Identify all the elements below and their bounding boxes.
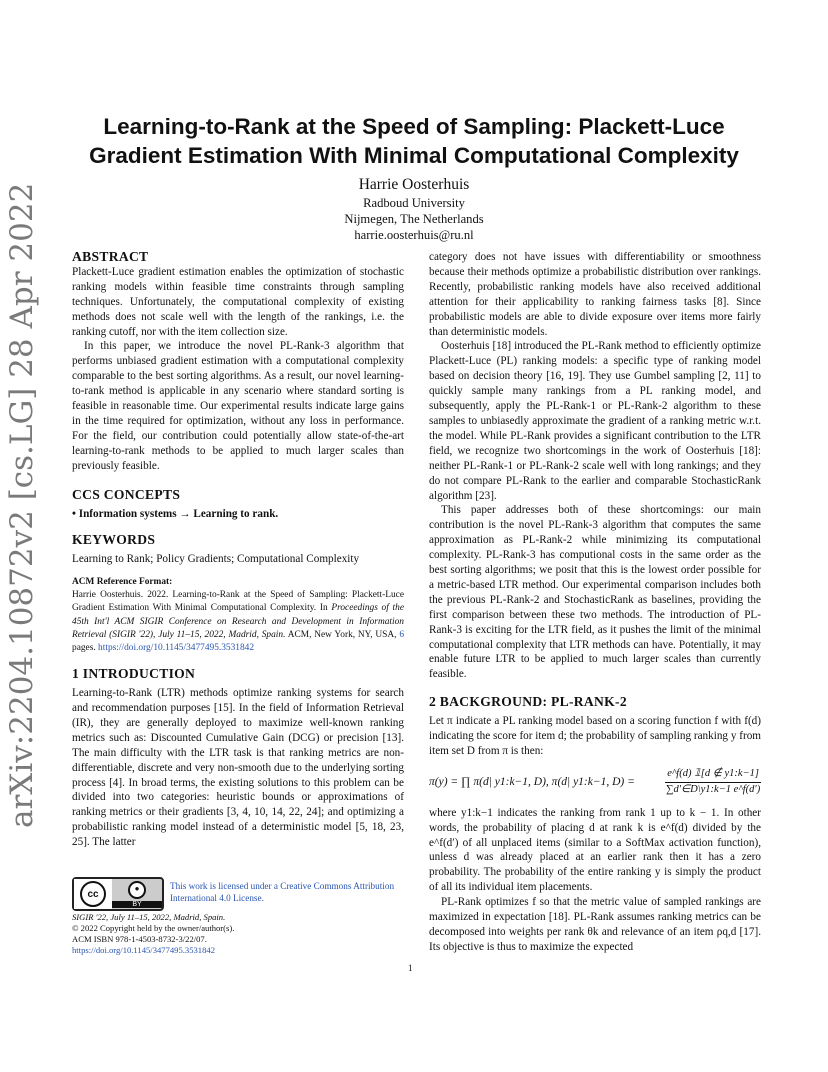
conference-line: SIGIR '22, July 11–15, 2022, Madrid, Spain. xyxy=(72,912,226,922)
acm-ref-body xyxy=(72,589,404,655)
keywords-heading: KEYWORDS xyxy=(72,532,156,548)
cc-logo-left xyxy=(74,879,112,909)
person-icon: ● xyxy=(128,881,146,899)
background-paragraph-2: where y1:k−1 indicates the ranking from rank 1 up to k − 1. In other words, the probability of placing d at rank k is e^f(d) divided by the e^f(d′) of all unplaced items (similar to a SoftMax activation function), unless d was already placed at an earlier rank then it has a zero probability. The probability of the entire ranking y is simply the product of all its individual item placements. xyxy=(429,806,761,894)
pl-ranking-equation xyxy=(429,767,761,798)
acm-ref-text-1: Harrie Oosterhuis. 2022. Learning-to-Rank at the Speed of Sampling: Plackett-Luce Gradient Estimation With Minimal Computational Complexity. In xyxy=(72,590,404,614)
right-paragraph-2: Oosterhuis [18] introduced the PL-Rank method to efficiently optimize Plackett-Luce (PL) ranking models: a specific type of ranking model based on decision theory [16, 19]. They use Gumbel sampling [2, 11] to quickly sample many rankings from a PL ranking model, and subsequently, apply the PL-Rank-1 or PL-Rank-2 algorithm to these samples to unbiasedly approximate the gradient of a ranking metric w.r.t. the model. While PL-Rank provides a significant contribution to the LTR field, we recognize two shortcomings in the work of Oosterhuis [18]: neither PL-Rank-1 or PL-Rank-2 scale well with long rankings; and they do not compare PL-Rank to the earlier and comparable StochasticRank algorithm [23]. xyxy=(429,340,761,502)
right-paragraph-1: category does not have issues with differentiability or smoothness because their methods optimize a probabilistic distribution over rankings. Recently, probabilistic ranking models have also received additional attention for their applicability to ranking fairness tasks [8]. Since probabilistic models are able to divide exposure over items more fairly than deterministic models. xyxy=(429,251,761,338)
equation-denominator: ∑d′∈D\y1:k−1 e^f(d′) xyxy=(665,783,761,795)
keywords-text: Learning to Rank; Policy Gradients; Computational Complexity xyxy=(72,553,360,566)
right-paragraph-3: This paper addresses both of these shortcomings: our main contribution is the novel PL-Rank-3 algorithm that computes the same approximation as PL-Rank-2 while minimizing its computational complexity. PL-Rank-3 has computional costs in the same order as the best sorting algorithms; we posit that this is the lowest order possible for a metric-based LTR method. Our experimental comparison includes both the previous PL-Rank-2 and StochasticRank as baselines, providing the first comparison between these two methods. The introduction of PL-Rank-3 is exciting for the LTR field, as it pushes the limit of the minimal computational complexity that LTR methods can have. Potentially, it may enable future LTR to be applied to much larger scales than currently feasible. xyxy=(429,504,761,681)
title-line-2: Gradient Estimation With Minimal Computational Complexity xyxy=(89,143,739,168)
left-column xyxy=(72,250,404,850)
acm-ref-doi-link[interactable]: https://doi.org/10.1145/3477495.3531842 xyxy=(98,643,255,654)
acm-ref-text-2: ACM, New York, NY, USA, xyxy=(285,629,400,640)
email[interactable]: harrie.oosterhuis@ru.nl xyxy=(354,228,474,242)
license-link[interactable]: This work is licensed under a Creative Commons Attribution International 4.0 License. xyxy=(170,881,395,903)
arxiv-sidebar-stamp: arXiv:2204.10872v2 [cs.LG] 28 Apr 2022 xyxy=(4,182,40,828)
author-block xyxy=(60,175,768,243)
location: Nijmegen, The Netherlands xyxy=(344,212,484,226)
cc-by-logo[interactable] xyxy=(72,877,164,911)
abstract-paragraph-1: Plackett-Luce gradient estimation enables the optimization of stochastic ranking models within feasible time constraints through sampling techniques. Unfortunately, the computational complexity of existing methods does not scale well with the length of the rankings, i.e. the ranking cutoff, nor with the item collection size. xyxy=(72,265,404,338)
acm-ref-pages[interactable]: 6 xyxy=(399,629,405,640)
affiliation: Radboud University xyxy=(363,196,465,210)
ccs-heading: CCS CONCEPTS xyxy=(72,486,181,502)
equation-fraction xyxy=(665,767,761,798)
author-name: Harrie Oosterhuis xyxy=(358,176,470,193)
by-label: BY xyxy=(112,901,162,908)
by-section xyxy=(112,879,162,909)
copyright-line: © 2022 Copyright held by the owner/author(s). xyxy=(72,923,235,933)
acm-ref-venue: Proceedings of the 45th Int'l ACM SIGIR Conference on Research and Development in Information Retrieval (SIGIR '22), July 11–15, 2022, Madrid, Spain. xyxy=(72,603,404,640)
cc-icon: cc xyxy=(80,881,106,907)
abstract-paragraph-2: In this paper, we introduce the novel PL-Rank-3 algorithm that performs unbiased gradient estimation with a computational complexity comparable to the best sorting algorithms. As a result, our novel learning-to-rank method is applicable in any scenario where standard sorting is feasible in reasonable time. Our experimental results indicate large gains in the time required for optimization, without any loss in performance. For the field, our contribution could potentially allow state-of-the-art learning-to-rank methods to be applied to much larger scales than previously feasible. xyxy=(72,340,404,472)
title-line-1: Learning-to-Rank at the Speed of Sampling: Plackett-Luce xyxy=(103,114,725,139)
background-paragraph-3: PL-Rank optimizes f so that the metric value of sampled rankings are maximized in expectation [18]. PL-Rank assumes ranking metrics can be decomposed into weights per rank θk and relevance of an item ρq,d [17]. Its objective is thus to maximize the expected xyxy=(429,896,761,953)
intro-heading: 1 INTRODUCTION xyxy=(72,666,196,682)
acm-ref-heading: ACM Reference Format: xyxy=(72,577,173,588)
ccs-text: • Information systems → Learning to rank. xyxy=(72,507,279,520)
paper-title xyxy=(60,112,768,170)
right-column xyxy=(429,250,761,955)
intro-paragraph: Learning-to-Rank (LTR) methods optimize ranking systems for search and recommendation purposes [15]. In the field of Information Retrieval (IR), they are generally deployed to maximize well-known ranking metrics such as: Discounted Cumulative Gain (DCG) or precision [13]. The main difficulty with the LTR task is that ranking metrics are non-differentiable, discrete and very non-smooth due to the underlying sorting process [4]. In broad terms, the existing solutions to this problem can be divided into two categories: heuristic bounds or approximations of ranking metrics or their gradients [3, 4, 10, 14, 22, 24]; and optimizing a probabilistic ranking model instead of a deterministic model [5, 18, 23, 25]. The latter xyxy=(72,687,404,849)
equation-numerator: e^f(d) 𝟙[d ∉ y1:k−1] xyxy=(665,767,761,783)
isbn-line: ACM ISBN 978-1-4503-8732-3/22/07. xyxy=(72,934,207,944)
equation-lhs: π(y) = ∏ π(d| y1:k−1, D), π(d| y1:k−1, D) = xyxy=(429,775,635,788)
copyright-block xyxy=(72,912,412,956)
acm-ref-text-3: pages. xyxy=(72,643,99,654)
doi-link[interactable]: https://doi.org/10.1145/3477495.3531842 xyxy=(72,945,215,955)
background-paragraph-1: Let π indicate a PL ranking model based on a scoring function f with f(d) indicating the score for item d; the probability of sampling ranking y from item set D from π is then: xyxy=(429,715,761,757)
page-number: 1 xyxy=(408,963,413,973)
background-heading: 2 BACKGROUND: PL-RANK-2 xyxy=(429,694,627,710)
abstract-heading: ABSTRACT xyxy=(72,249,149,264)
